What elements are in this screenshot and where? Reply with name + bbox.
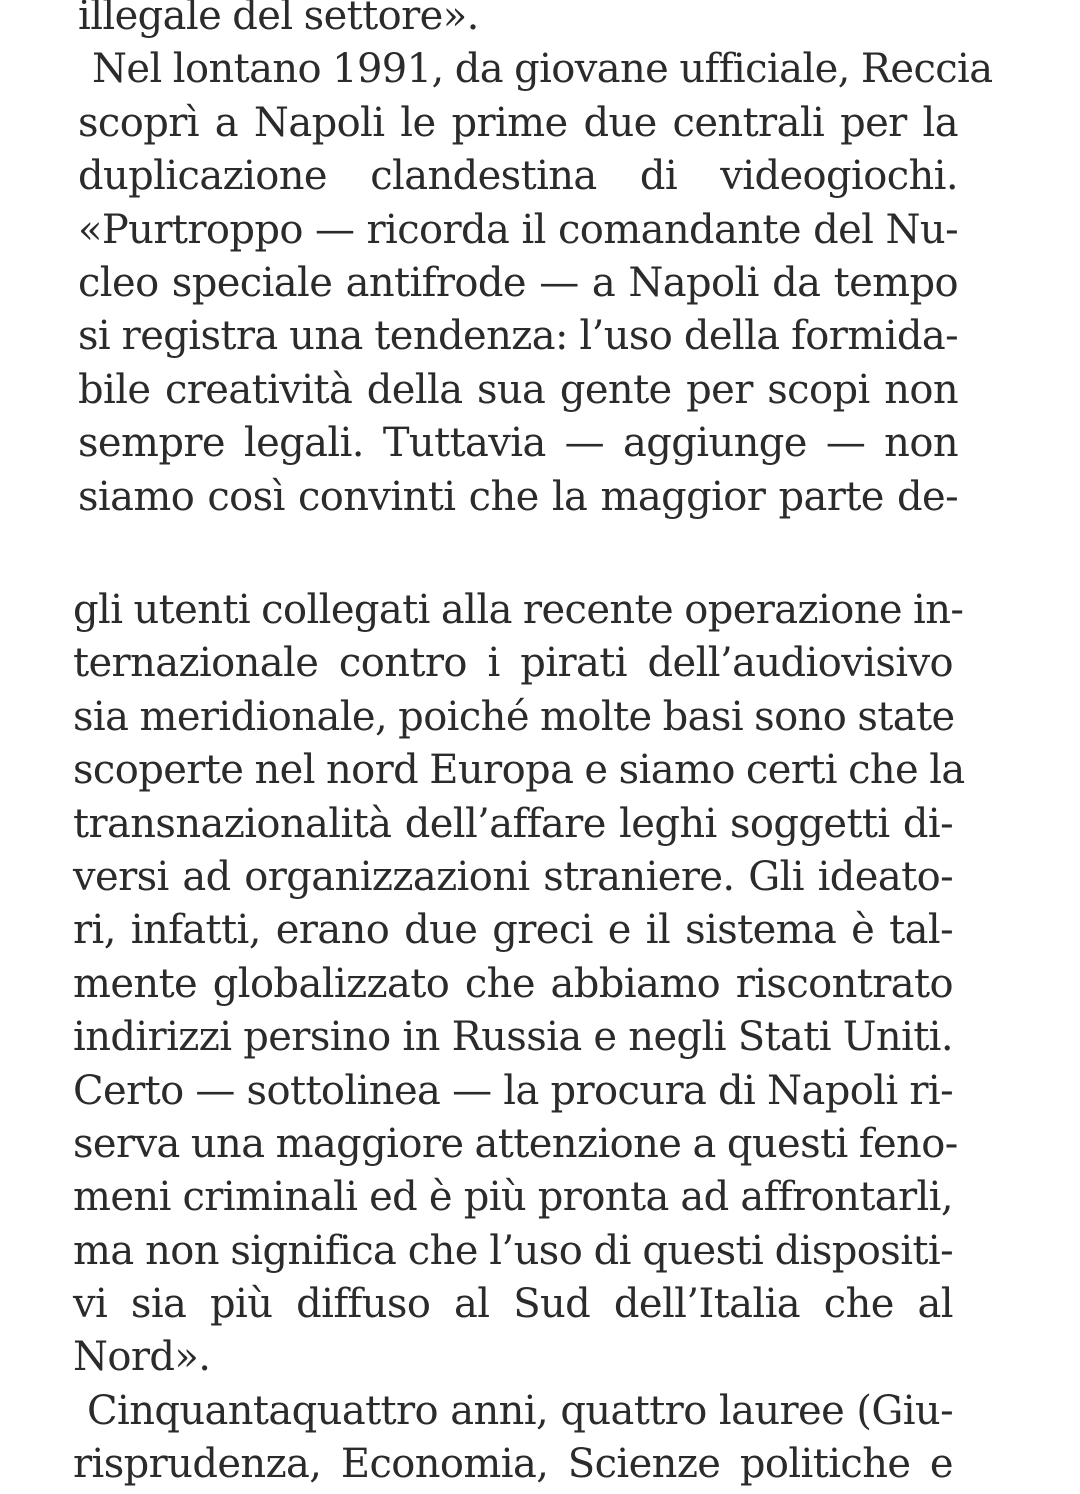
article-line: scoperte nel nord Europa e siamo certi che la (73, 747, 965, 794)
article-line: bile creatività della sua gente per scopi non (78, 366, 958, 413)
article-line: si registra una tendenza: l’uso della formida- (78, 313, 958, 360)
article-line: sia meridionale, poiché molte basi sono state (73, 693, 955, 740)
article-line: Certo — sottolinea — la procura di Napoli ri- (73, 1067, 953, 1114)
article-line: Nord». (73, 1334, 211, 1381)
article-line: cleo speciale antifrode — a Napoli da tempo (78, 259, 958, 306)
article-line: duplicazione clandestina di videogiochi. (78, 153, 958, 200)
article-line: «Purtroppo — ricorda il comandante del Nu- (78, 206, 958, 253)
article-line: gli utenti collegati alla recente operazione in- (73, 587, 964, 633)
article-line: ma non significa che l’uso di questi dispositi- (73, 1227, 953, 1274)
article-line: ternazionale contro i pirati dell’audiovisivo (73, 640, 953, 687)
article-line: siamo così convinti che la maggior parte de- (78, 473, 958, 520)
article-line: meni criminali ed è più pronta ad affrontarli, (73, 1174, 953, 1221)
article-line: indirizzi persino in Russia e negli Stati Uniti. (73, 1014, 953, 1061)
article-line: mente globalizzato che abbiamo riscontrato (73, 960, 953, 1007)
article-line: serva una maggiore attenzione a questi feno- (73, 1120, 958, 1167)
article-column-top (78, 0, 993, 524)
article-line: versi ad organizzazioni straniere. Gli ideato- (73, 853, 953, 900)
article-line: risprudenza, Economia, Scienze politiche e (73, 1441, 953, 1488)
article-line: scoprì a Napoli le prime due centrali per la (78, 99, 958, 146)
article-line: sempre legali. Tuttavia — aggiunge — non (78, 420, 958, 467)
article-line: illegale del settore». (78, 0, 479, 39)
article-line: vi sia più diffuso al Sud dell’Italia che al (73, 1281, 953, 1328)
article-line: Cinquantaquattro anni, quattro lauree (Giu- (87, 1387, 953, 1434)
article-column-bottom (73, 584, 965, 1492)
article-line: transnazionalità dell’affare leghi soggetti di- (73, 800, 953, 847)
article-line: Nel lontano 1991, da giovane ufficiale, Reccia (92, 46, 993, 93)
article-line: ri, infatti, erano due greci e il sistema è tal- (73, 907, 953, 954)
